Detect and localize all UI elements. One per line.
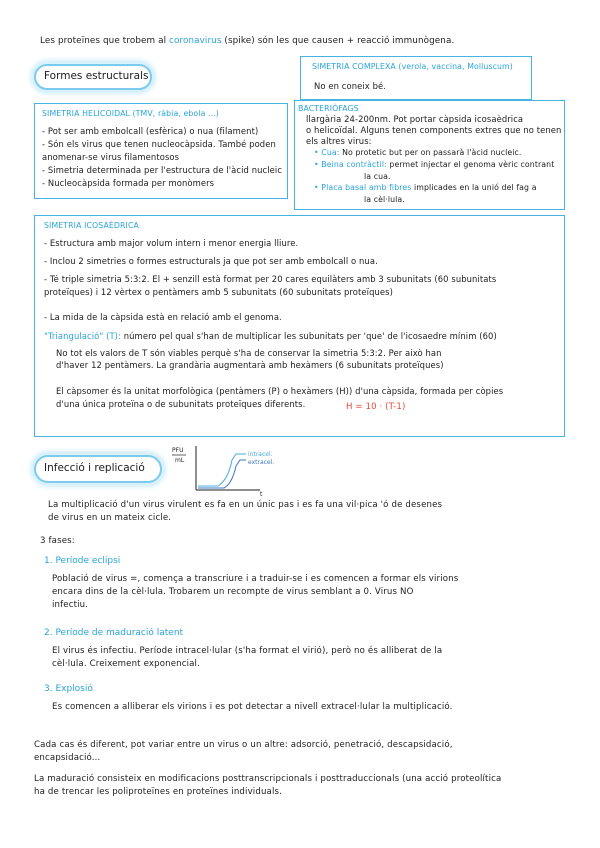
bullet-dot-icon: •: [314, 183, 322, 192]
fases-label: 3 fases:: [40, 536, 75, 546]
graph-xlabel: t: [260, 491, 263, 498]
intro-pre: Les proteïnes que trobem al: [40, 36, 170, 46]
intro-highlight: coronavirus: [169, 36, 222, 46]
helicoidal-line-2: anomenar-se virus filamentosos: [42, 152, 180, 162]
bullet-cont: la cèl·lula.: [364, 195, 405, 204]
bacteriofags-line-2: els altres virus:: [306, 136, 372, 146]
fase-title: 1. Període eclipsi: [44, 556, 121, 566]
triangulacio-text: número pel qual s'han de multiplicar les subunitats per 'que' de l'icosaedre mínim (60): [120, 331, 497, 341]
helicoidal-line-4: - Nucleocàpsida formada per monòmers: [42, 178, 215, 188]
bullet-label: Beina contràctil:: [321, 160, 387, 169]
triangulacio-label: "Triangulació" (T):: [44, 331, 121, 341]
capsomer-line-0: El càpsomer és la unitat morfològica (pentàmers (P) o hexàmers (H)) d'una càpsida, formada per còpies: [56, 386, 504, 396]
helicoidal-line-0: - Pot ser amb embolcall (esfèrica) o nua (filament): [42, 126, 259, 136]
triangulacio-cont-line-1: d'haver 12 pentàmers. La grandària augmentarà amb hexàmers (6 subunitats proteïques): [56, 360, 444, 370]
bullet-text: implicades en la unió del fag a: [411, 183, 537, 192]
bacteriofags-bullet: [314, 148, 522, 158]
intro-post: (spike) són les que causen + reacció immunògena.: [221, 36, 455, 46]
icosaedrica-line-0: - Estructura amb major volum intern i menor energia lliure.: [44, 238, 299, 248]
fase-line: El virus és infectiu. Període intracel·lular (s'ha format el virió), però no és alliberat de la: [52, 646, 443, 656]
intro-line: [40, 36, 454, 47]
fase-line: encara dins de la cèl·lula. Trobarem un recompte de virus semblant a 0. Virus NO: [52, 587, 414, 597]
bacteriofags-line-1: o helicoïdal. Alguns tenen components extres que no tenen: [306, 125, 562, 135]
fase-line: cèl·lula. Creixement exponencial.: [52, 659, 200, 669]
helicoidal-line-1: - Són els virus que tenen nucleocàpsida. També poden: [42, 139, 276, 149]
bacteriofags-title: BACTERIÒFAGS: [298, 104, 359, 113]
closing-line-1: encapsidació...: [34, 753, 101, 763]
icosaedrica-line-2: - Té triple simetria 5:3:2. El + senzill està format per 20 cares equilàters amb 3 subunitats (60 subunitats: [44, 274, 497, 284]
bacteriofags-bullet: [314, 183, 537, 193]
bullet-label: Placa basal amb fibres: [321, 183, 412, 192]
closing-line-3: ha de trencar les poliproteïnes en proteïnes individuals.: [34, 787, 283, 797]
graph-series-extracel: [198, 460, 246, 488]
bullet-cont: la cua.: [364, 172, 391, 181]
growth-graph: [168, 440, 298, 498]
capsomer-formula: H = 10 · (T-1): [346, 402, 406, 412]
helicoidal-line-3: - Simetria determinada per l'estructura de l'àcid nucleic: [42, 165, 283, 175]
bullet-text: No protetic but per on passarà l'àcid nucleic.: [339, 148, 522, 157]
fase-line: infectiu.: [52, 600, 89, 610]
graph-series-intracel: [198, 454, 246, 486]
fase-title: 2. Període de maduració latent: [44, 628, 184, 638]
fase-line: Població de virus =, comença a transcriure i a traduir-se i es comencen a formar els virions: [52, 574, 459, 584]
bullet-dot-icon: •: [314, 160, 322, 169]
graph-legend-extracel: extracel.: [248, 459, 275, 466]
fase-line: Es comencen a alliberar els virions i es pot detectar a nivell extracel·lular la multiplicació.: [52, 702, 453, 712]
formes-cloud-label: Formes estructurals: [44, 70, 149, 82]
graph-ylabel2: mL: [175, 457, 185, 464]
bullet-label: Cua:: [321, 148, 340, 157]
icosaedrica-line-3: proteïques) i 12 vèrtex o pentàmers amb 5 subunitats (60 subunitats proteïques): [44, 287, 393, 297]
triangulacio-cont-line-0: No tot els valors de T són viables perquè s'ha de conservar la simetria 5:3:2. Per això han: [56, 348, 442, 358]
capsomer-line-1: d'una única proteïna o de subunitats proteïques diferents.: [56, 399, 306, 409]
bullet-text: permet injectar el genoma vèric contrant: [386, 160, 555, 169]
complexa-line: No en coneix bé.: [314, 81, 387, 91]
triangulacio-line: [44, 331, 497, 342]
infeccio-cloud-label: Infecció i replicació: [44, 462, 145, 474]
fase-title: 3. Explosió: [44, 684, 93, 694]
icosaedrica-title: SIMETRIA ICOSAÈDRICA: [44, 221, 139, 230]
graph-ylabel: PFU: [172, 447, 184, 454]
infeccio-intro-line-0: La multiplicació d'un virus virulent es fa en un únic pas i es fa una vil·pica 'ó de desenes: [48, 500, 443, 510]
icosaedrica-line-1: - Inclou 2 simetries o formes estructurals ja que pot ser amb embolcall o nua.: [44, 256, 378, 266]
complexa-title: SIMETRIA COMPLEXA (verola, vaccina, Molluscum): [312, 62, 513, 71]
bullet-dot-icon: •: [314, 148, 322, 157]
closing-line-0: Cada cas és diferent, pot variar entre un virus o un altre: adsorció, penetració, descapsidació,: [34, 740, 453, 750]
bacteriofags-bullet: [314, 160, 554, 170]
closing-line-2: La maduració consisteix en modificacions posttranscripcionals i posttraduccionals (una acció proteolítica: [34, 774, 502, 784]
graph-legend-intracel: intracel.: [248, 451, 273, 458]
bacteriofags-line-0: llargària 24-200nm. Pot portar càpsida icosaèdrica: [306, 114, 524, 124]
infeccio-intro-line-1: de virus en un mateix cicle.: [48, 513, 172, 523]
helicoidal-title: SIMETRIA HELICOIDAL (TMV, ràbia, ebola ...): [42, 109, 219, 118]
icosaedrica-line-4: - La mida de la càpsida està en relació amb el genoma.: [44, 312, 282, 322]
